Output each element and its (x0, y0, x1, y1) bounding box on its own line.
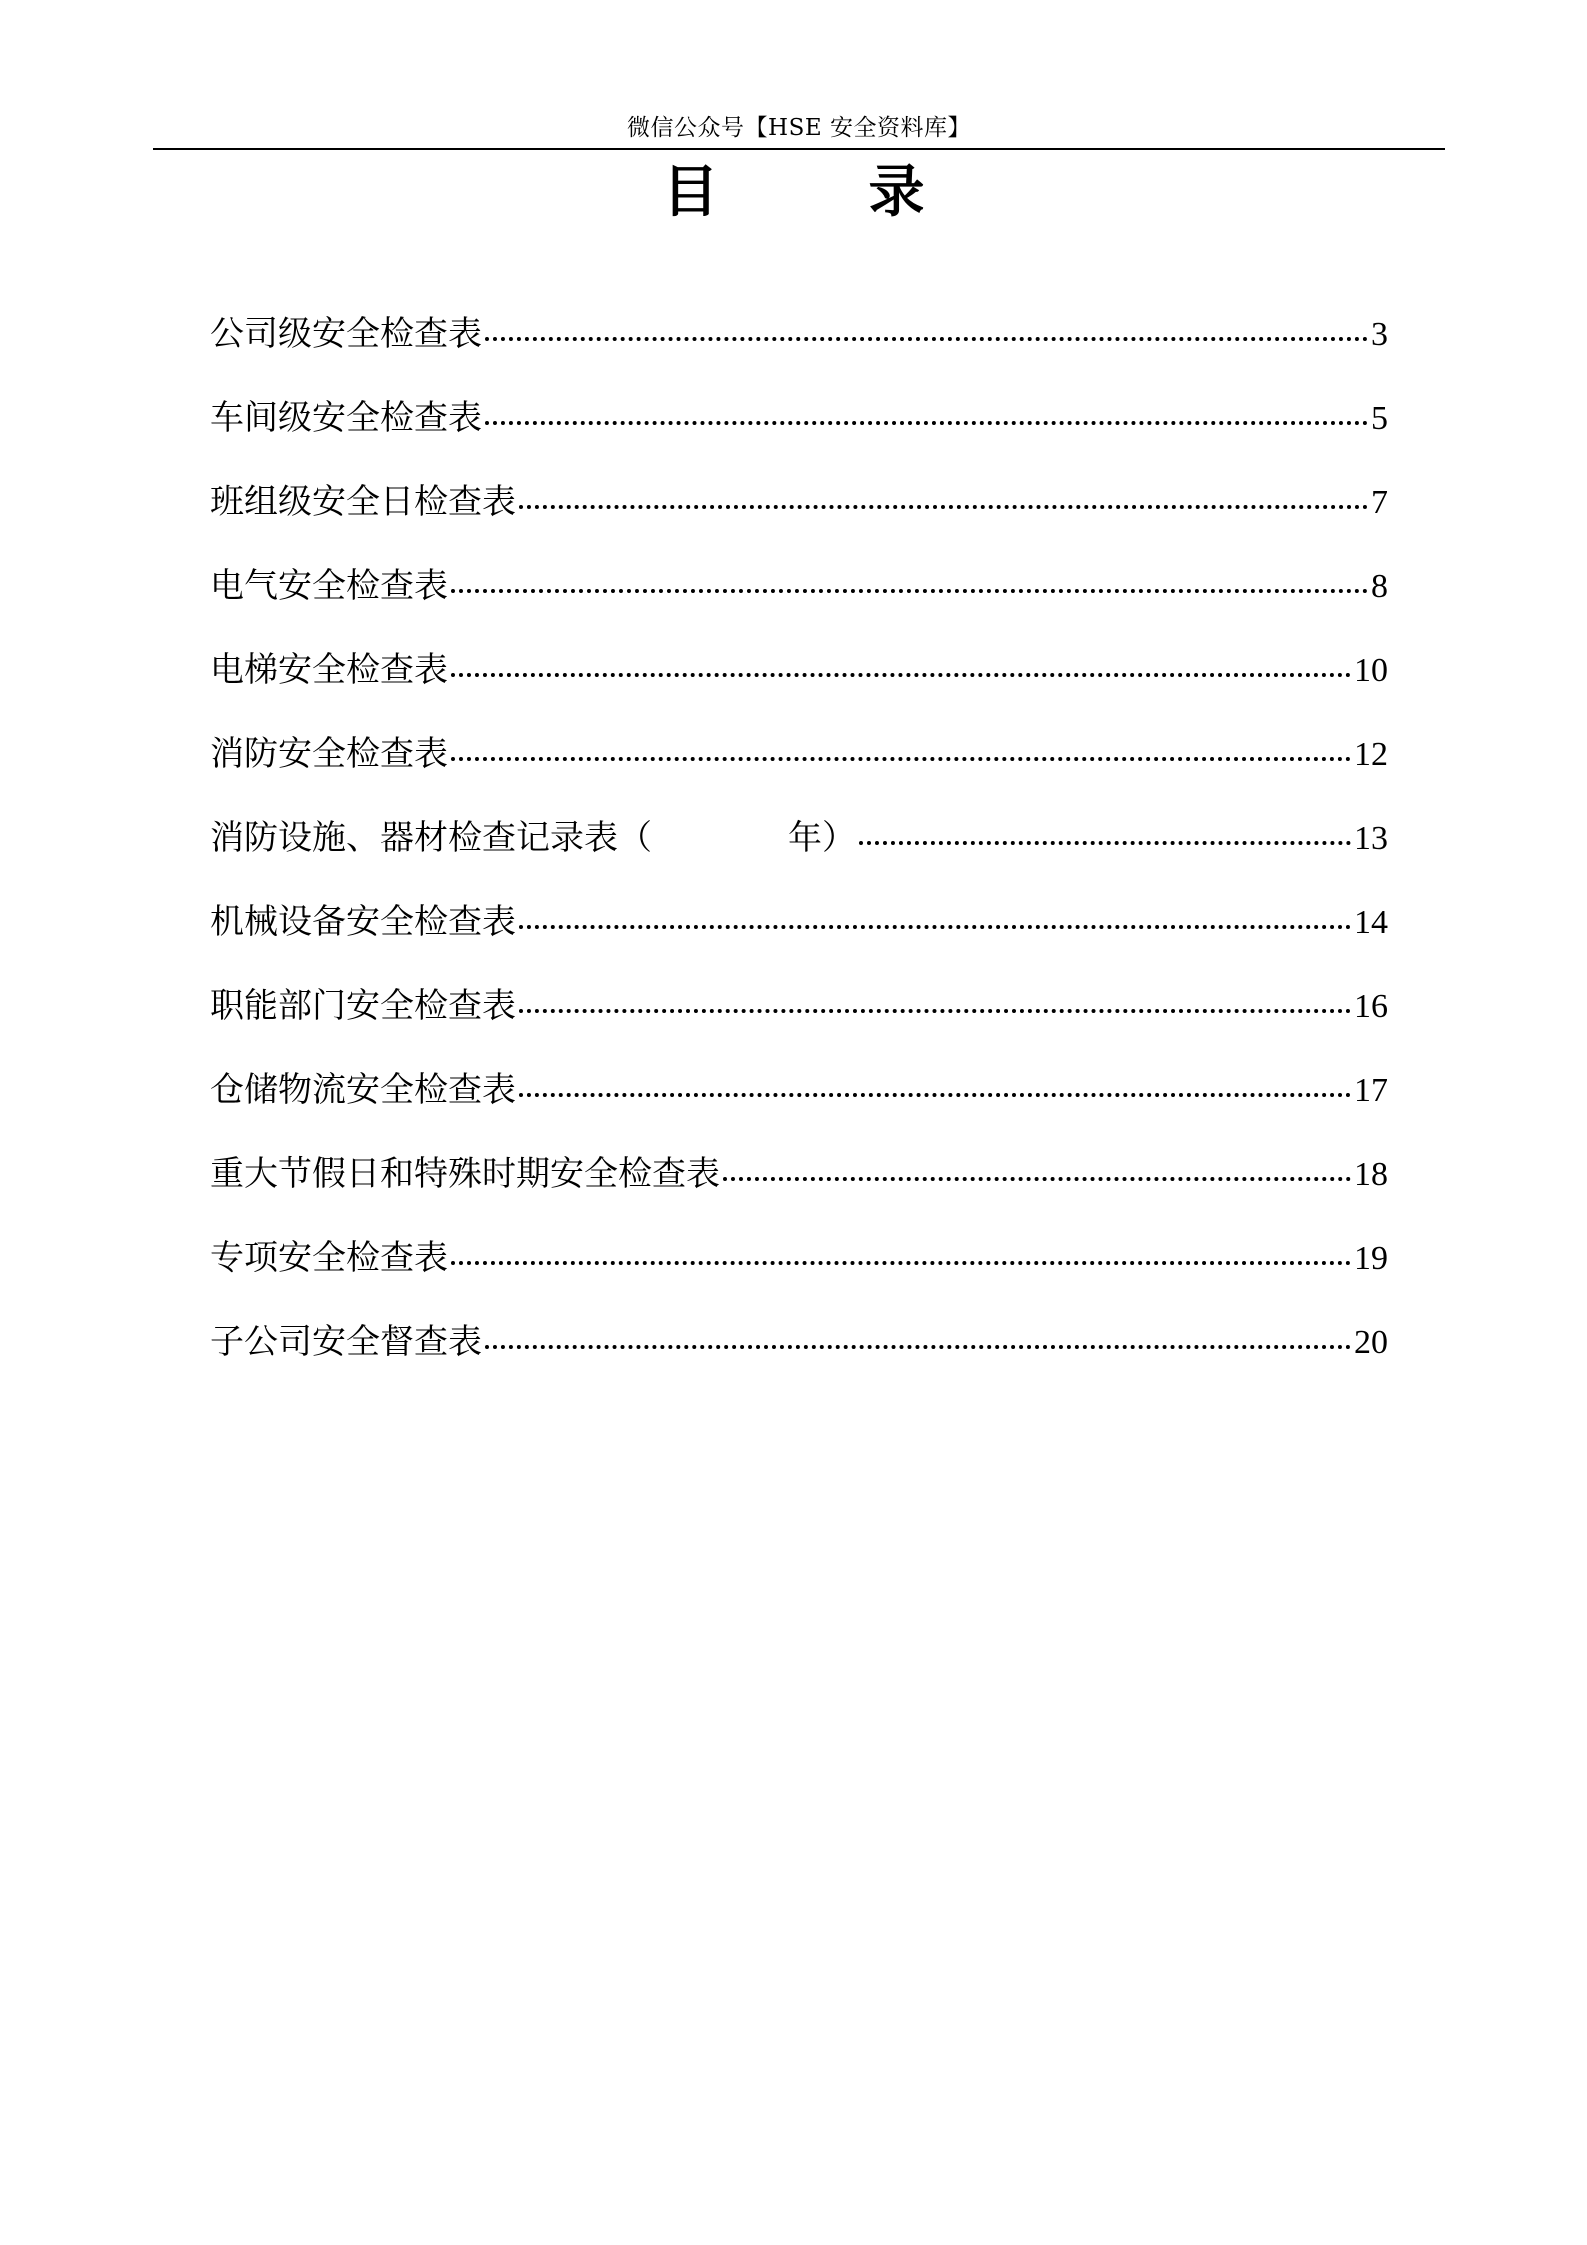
toc-entry-page: 17 (1354, 1072, 1388, 1109)
toc-entry-label: 消防安全检查表 (210, 734, 448, 774)
toc-entry-label: 仓储物流安全检查表 (210, 1070, 516, 1110)
toc-entry[interactable] (210, 558, 1388, 642)
toc-entry-label: 车间级安全检查表 (210, 398, 482, 438)
toc-entry[interactable] (210, 642, 1388, 726)
toc-dot-leader (519, 1009, 1351, 1013)
toc-entry-label: 消防设施、器材检查记录表（ 年） (210, 818, 856, 858)
toc-entry-label: 机械设备安全检查表 (210, 902, 516, 942)
toc-entry-page: 8 (1371, 568, 1388, 605)
toc-entry[interactable] (210, 306, 1388, 390)
toc-entry[interactable] (210, 390, 1388, 474)
toc-entry[interactable] (210, 474, 1388, 558)
toc-entry[interactable] (210, 1314, 1388, 1398)
toc-entry-page: 12 (1354, 736, 1388, 773)
toc-dot-leader (451, 673, 1351, 677)
page-title (0, 152, 1587, 232)
toc-dot-leader (485, 421, 1368, 425)
toc-entry-label: 子公司安全督查表 (210, 1322, 482, 1362)
toc-entry-page: 13 (1354, 820, 1388, 857)
toc-entry-label: 电气安全检查表 (210, 566, 448, 606)
toc-entry[interactable] (210, 894, 1388, 978)
toc-entry[interactable] (210, 978, 1388, 1062)
toc-entry-label: 职能部门安全检查表 (210, 986, 516, 1026)
toc-entry-page: 20 (1354, 1324, 1388, 1361)
toc-entry-page: 7 (1371, 484, 1388, 521)
toc-dot-leader (859, 841, 1351, 845)
toc-entry-page: 10 (1354, 652, 1388, 689)
toc-entry-page: 5 (1371, 400, 1388, 437)
toc-entry-page: 19 (1354, 1240, 1388, 1277)
toc-entry-label: 专项安全检查表 (210, 1238, 448, 1278)
header-divider (153, 148, 1445, 150)
toc-entry-page: 16 (1354, 988, 1388, 1025)
toc-entry-page: 18 (1354, 1156, 1388, 1193)
toc-dot-leader (451, 757, 1351, 761)
page-header: 微信公众号【HSE 安全资料库】 (627, 115, 971, 141)
toc-entry[interactable] (210, 726, 1388, 810)
toc-dot-leader (723, 1177, 1351, 1181)
toc-dot-leader (519, 1093, 1351, 1097)
toc-entry-label: 公司级安全检查表 (210, 314, 482, 354)
title-char-2: 录 (868, 159, 925, 225)
toc-dot-leader (519, 505, 1368, 509)
toc-entry-page: 3 (1371, 316, 1388, 353)
toc-entry-label: 班组级安全日检查表 (210, 482, 516, 522)
toc-dot-leader (451, 589, 1368, 593)
toc-entry[interactable] (210, 810, 1388, 894)
toc-entry-label: 电梯安全检查表 (210, 650, 448, 690)
toc-dot-leader (451, 1261, 1351, 1265)
title-char-1: 目 (662, 159, 719, 225)
toc-dot-leader (519, 925, 1351, 929)
toc-entry-label: 重大节假日和特殊时期安全检查表 (210, 1154, 720, 1194)
toc-entry[interactable] (210, 1062, 1388, 1146)
table-of-contents (210, 306, 1388, 1398)
toc-dot-leader (485, 1345, 1351, 1349)
toc-entry[interactable] (210, 1146, 1388, 1230)
toc-dot-leader (485, 337, 1368, 341)
toc-entry[interactable] (210, 1230, 1388, 1314)
toc-entry-page: 14 (1354, 904, 1388, 941)
